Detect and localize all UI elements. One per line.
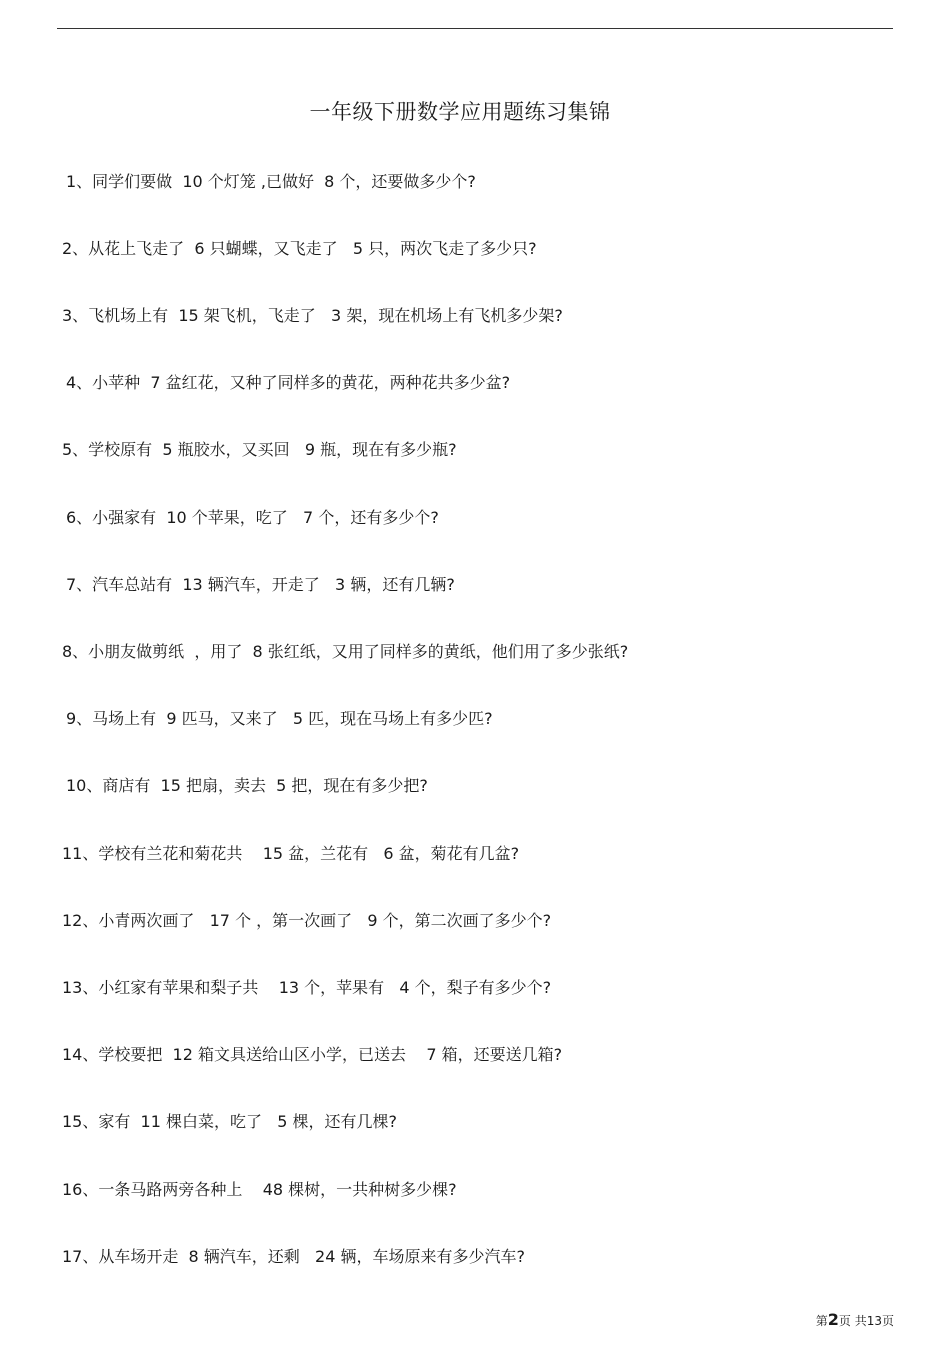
page-footer	[816, 1310, 894, 1329]
question-item: 11、学校有兰花和菊花共 15 盆，兰花有 6 盆，菊花有几盆?	[62, 844, 520, 863]
question-item: 9、马场上有 9 匹马，又来了 5 匹，现在马场上有多少匹?	[66, 709, 493, 728]
question-item: 6、小强家有 10 个苹果，吃了 7 个，还有多少个?	[66, 508, 439, 527]
question-item: 1、同学们要做 10 个灯笼 ,已做好 8 个，还要做多少个?	[66, 172, 476, 191]
question-item: 5、学校原有 5 瓶胶水，又买回 9 瓶，现在有多少瓶?	[62, 440, 457, 459]
footer-suffix: 页	[881, 1314, 894, 1328]
question-item: 3、飞机场上有 15 架飞机，飞走了 3 架，现在机场上有飞机多少架?	[62, 306, 563, 325]
question-item: 14、学校要把 12 箱文具送给山区小学，已送去 7 箱，还要送几箱?	[62, 1045, 563, 1064]
question-item: 8、小朋友做剪纸 ，用了 8 张红纸，又用了同样多的黄纸，他们用了多少张纸?	[62, 642, 629, 661]
question-item: 7、汽车总站有 13 辆汽车，开走了 3 辆，还有几辆?	[66, 575, 455, 594]
question-item: 10、商店有 15 把扇，卖去 5 把，现在有多少把?	[66, 776, 428, 795]
question-item: 15、家有 11 棵白菜，吃了 5 棵，还有几棵?	[62, 1112, 397, 1131]
footer-prefix: 第	[815, 1314, 828, 1328]
question-item: 4、小苹种 7 盆红花，又种了同样多的黄花，两种花共多少盆?	[66, 373, 511, 392]
current-page-number: 2	[827, 1310, 839, 1329]
question-item: 17、从车场开走 8 辆汽车，还剩 24 辆，车场原来有多少汽车?	[62, 1247, 525, 1266]
page-title: 一年级下册数学应用题练习集锦	[309, 100, 611, 124]
question-item: 12、小青两次画了 17 个 ，第一次画了 9 个，第二次画了多少个?	[62, 911, 552, 930]
question-item: 2、从花上飞走了 6 只蝴蝶，又飞走了 5 只，两次飞走了多少只?	[62, 239, 537, 258]
footer-middle: 页 共	[838, 1314, 867, 1328]
total-pages: 13	[866, 1314, 882, 1328]
question-item: 13、小红家有苹果和梨子共 13 个，苹果有 4 个，梨子有多少个?	[62, 978, 552, 997]
question-item: 16、一条马路两旁各种上 48 棵树，一共种树多少棵?	[62, 1180, 457, 1199]
